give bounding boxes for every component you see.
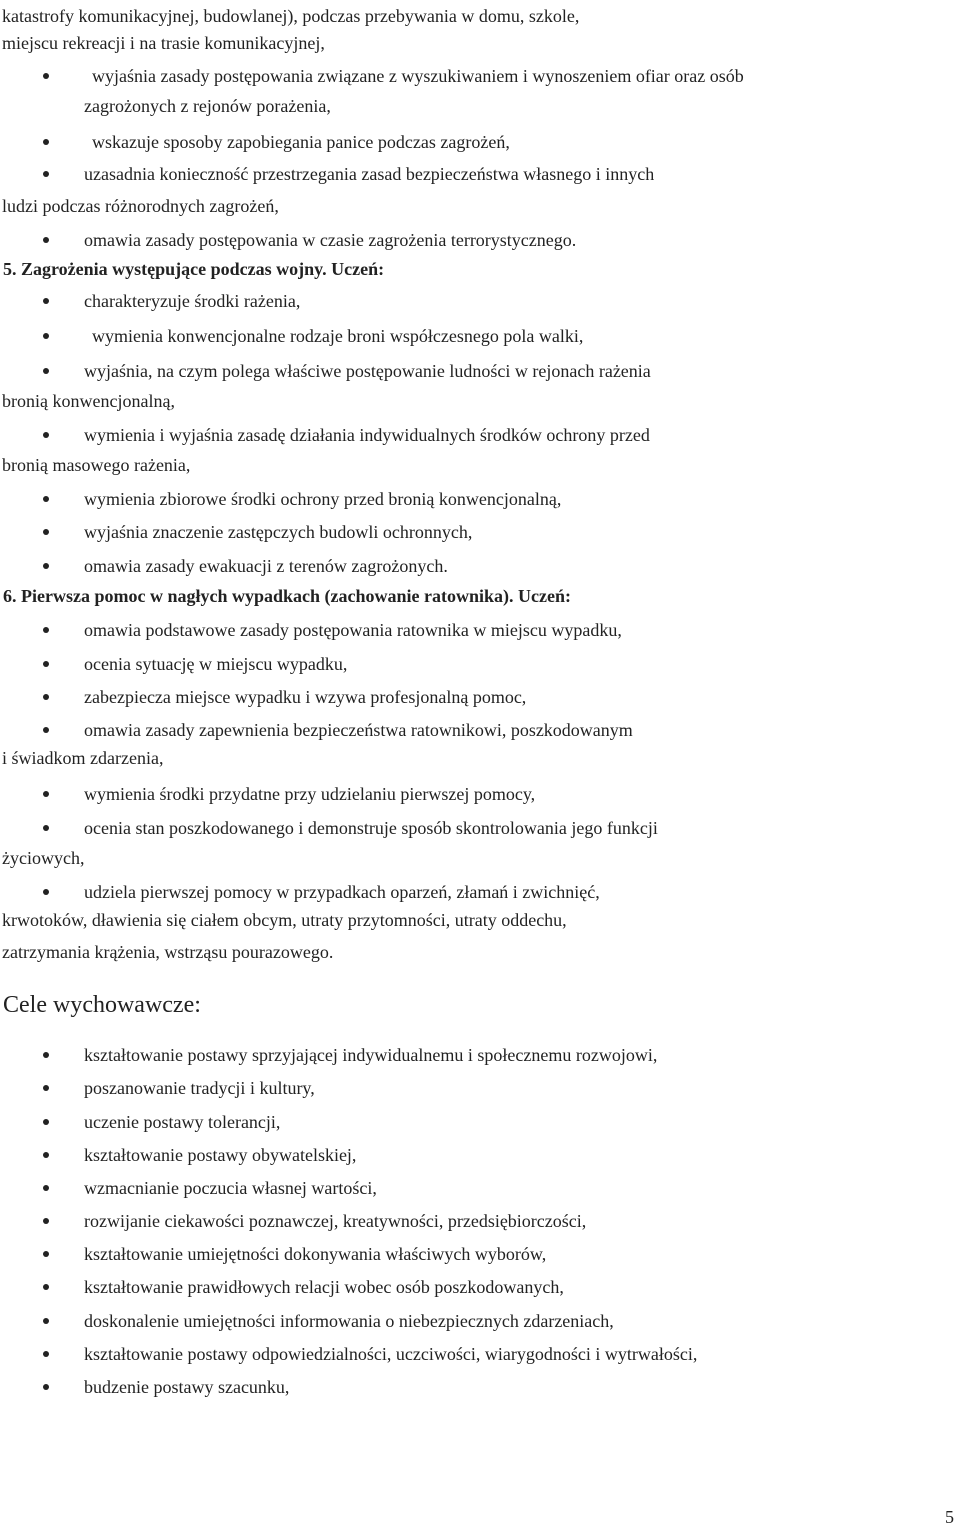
list-item: rozwijanie ciekawości poznawczej, kreatywności, przedsiębiorczości, [84, 1211, 587, 1231]
list-item: omawia zasady postępowania w czasie zagrożenia terrorystycznego. [84, 230, 577, 250]
bullet-icon [43, 368, 49, 374]
list-item: wyjaśnia, na czym polega właściwe postępowanie ludności w rejonach rażenia [84, 361, 651, 381]
bullet-icon [43, 694, 49, 700]
list-item: kształtowanie postawy sprzyjającej indywidualnemu i społecznemu rozwojowi, [84, 1045, 658, 1065]
list-item-continuation: bronią masowego rażenia, [2, 455, 191, 475]
list-item: uczenie postawy tolerancji, [84, 1112, 281, 1132]
list-item: udziela pierwszej pomocy w przypadkach oparzeń, złamań i zwichnięć, [84, 882, 600, 902]
bullet-icon [43, 298, 49, 304]
bullet-icon [43, 1351, 49, 1357]
bullet-icon [43, 727, 49, 733]
list-item: wymienia i wyjaśnia zasadę działania indywidualnych środków ochrony przed [84, 425, 650, 445]
list-item: omawia zasady ewakuacji z terenów zagrożonych. [84, 556, 448, 576]
list-item: wskazuje sposoby zapobiegania panice podczas zagrożeń, [92, 132, 510, 152]
bullet-icon [43, 825, 49, 831]
list-item: kształtowanie prawidłowych relacji wobec osób poszkodowanych, [84, 1277, 564, 1297]
bullet-icon [43, 627, 49, 633]
bullet-icon [43, 171, 49, 177]
bullet-icon [43, 889, 49, 895]
list-item: charakteryzuje środki rażenia, [84, 291, 301, 311]
bullet-icon [43, 529, 49, 535]
list-item-continuation: krwotoków, dławienia się ciałem obcym, utraty przytomności, utraty oddechu, [2, 910, 567, 930]
list-item-continuation: życiowych, [2, 848, 85, 868]
list-item: kształtowanie umiejętności dokonywania właściwych wyborów, [84, 1244, 547, 1264]
list-item: wyjaśnia zasady postępowania związane z wyszukiwaniem i wynoszeniem ofiar oraz osób [92, 66, 744, 86]
list-item: wymienia konwencjonalne rodzaje broni współczesnego pola walki, [92, 326, 584, 346]
list-item-continuation: i świadkom zdarzenia, [2, 748, 164, 768]
bullet-icon [43, 432, 49, 438]
bullet-icon [43, 237, 49, 243]
bullet-icon [43, 1085, 49, 1091]
list-item: budzenie postawy szacunku, [84, 1377, 290, 1397]
text-line: katastrofy komunikacyjnej, budowlanej), podczas przebywania w domu, szkole, [2, 6, 580, 26]
list-item: wzmacnianie poczucia własnej wartości, [84, 1178, 377, 1198]
list-item: omawia zasady zapewnienia bezpieczeństwa ratownikowi, poszkodowanym [84, 720, 633, 740]
list-item: zabezpiecza miejsce wypadku i wzywa profesjonalną pomoc, [84, 687, 527, 707]
list-item-continuation: zatrzymania krążenia, wstrząsu pourazowego. [2, 942, 334, 962]
bullet-icon [43, 791, 49, 797]
list-item-continuation: zagrożonych z rejonów porażenia, [84, 96, 331, 116]
bullet-icon [43, 1251, 49, 1257]
bullet-icon [43, 139, 49, 145]
bullet-icon [43, 661, 49, 667]
section-heading-war-threats: 5. Zagrożenia występujące podczas wojny. Uczeń: [3, 259, 385, 279]
list-item-continuation: bronią konwencjonalną, [2, 391, 175, 411]
list-item: poszanowanie tradycji i kultury, [84, 1078, 315, 1098]
bullet-icon [43, 1185, 49, 1191]
bullet-icon [43, 333, 49, 339]
list-item: ocenia stan poszkodowanego i demonstruje sposób skontrolowania jego funkcji [84, 818, 658, 838]
list-item: wyjaśnia znaczenie zastępczych budowli ochronnych, [84, 522, 473, 542]
bullet-icon [43, 1384, 49, 1390]
list-item: kształtowanie postawy odpowiedzialności, uczciwości, wiarygodności i wytrwałości, [84, 1344, 698, 1364]
bullet-icon [43, 496, 49, 502]
bullet-icon [43, 1052, 49, 1058]
section-heading-first-aid: 6. Pierwsza pomoc w nagłych wypadkach (zachowanie ratownika). Uczeń: [3, 586, 571, 606]
bullet-icon [43, 1284, 49, 1290]
bullet-icon [43, 1218, 49, 1224]
list-item: wymienia środki przydatne przy udzielaniu pierwszej pomocy, [84, 784, 536, 804]
bullet-icon [43, 73, 49, 79]
bullet-icon [43, 563, 49, 569]
page-number: 5 [945, 1507, 954, 1527]
list-item: omawia podstawowe zasady postępowania ratownika w miejscu wypadku, [84, 620, 622, 640]
list-item: ocenia sytuację w miejscu wypadku, [84, 654, 348, 674]
list-item: kształtowanie postawy obywatelskiej, [84, 1145, 357, 1165]
list-item: doskonalenie umiejętności informowania o niebezpiecznych zdarzeniach, [84, 1311, 614, 1331]
list-item: uzasadnia konieczność przestrzegania zasad bezpieczeństwa własnego i innych [84, 164, 655, 184]
bullet-icon [43, 1318, 49, 1324]
list-item-continuation: ludzi podczas różnorodnych zagrożeń, [2, 196, 279, 216]
section-title-educational-goals: Cele wychowawcze: [3, 992, 201, 1018]
list-item: wymienia zbiorowe środki ochrony przed bronią konwencjonalną, [84, 489, 562, 509]
bullet-icon [43, 1119, 49, 1125]
text-line: miejscu rekreacji i na trasie komunikacyjnej, [2, 33, 325, 53]
bullet-icon [43, 1152, 49, 1158]
